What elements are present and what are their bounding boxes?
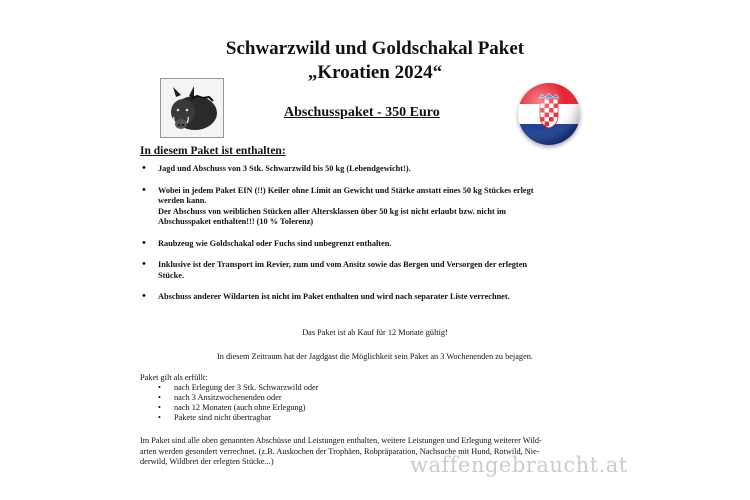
list-item xyxy=(140,260,600,281)
item-line: werden kann. xyxy=(158,196,207,205)
fulfilled-block xyxy=(140,373,318,423)
watermark: waffengebraucht.at xyxy=(410,453,628,477)
list-item xyxy=(140,186,600,228)
croatia-flag-icon xyxy=(518,83,580,145)
list-item: • nach 12 Monaten (auch ohne Erlegung) xyxy=(158,403,318,413)
list-item xyxy=(140,292,600,303)
item-line: Wobei in jedem Paket EIN (!!) Keiler ohne Limit an Gewicht und Stärke anstatt eines 50 kg Stückes erlegt xyxy=(158,185,534,195)
footer-line: arten werden gesondert verrechnet. (z.B. Auskochen der Trophäen, Rohpräparation, Nachsuche mit Hund, Rotwild, Nie- xyxy=(140,446,540,456)
page-title-line2: „Kroatien 2024“ xyxy=(307,62,443,83)
item-line: Stücke. xyxy=(158,270,185,280)
package-subtitle: Abschusspaket - 350 Euro xyxy=(284,105,440,120)
footer-line: derwild, Wildbret der erlegten Stücke...) xyxy=(140,457,274,466)
item-line: Abschusspaket enthalten!!! (10 % Tolerenz) xyxy=(158,217,314,226)
item-line: Jagd und Abschuss von 3 Stk. Schwarzwild bis 50 kg (Lebendgewicht!). xyxy=(158,164,411,173)
validity-note: Das Paket ist ab Kauf für 12 Monate gültig! xyxy=(302,328,448,337)
period-note: In diesem Zeitraum hat der Jagdgast die Möglichkeit sein Paket an 3 Wochenenden zu bejagen. xyxy=(217,352,533,361)
list-item: • nach 3 Ansitzwochenenden oder xyxy=(158,393,318,403)
list-item xyxy=(140,239,600,250)
page-title: Schwarzwild und Goldschakal Paket xyxy=(225,38,525,59)
included-heading: In diesem Paket ist enthalten: xyxy=(140,145,286,157)
footer-line: Im Paket sind alle oben genannten Abschüsse und Leistungen enthalten, weitere Leistungen und Erlegung weiterer Wild- xyxy=(140,436,542,445)
wild-boar-icon xyxy=(160,78,224,138)
item-line: Raubzeug wie Goldschakal oder Fuchs sind unbegrenzt enthalten. xyxy=(158,238,392,248)
list-item: • Pakete sind nicht übertragbar xyxy=(158,413,318,423)
item-line: Abschuss anderer Wildarten ist nicht im Paket enthalten und wird nach separater Liste verrechnet. xyxy=(158,292,510,301)
item-line: Inklusive ist der Transport im Revier, zum und vom Ansitz sowie das Bergen und Versorgen der erlegten xyxy=(158,260,527,269)
item-line: Der Abschuss von weiblichen Stücken aller Altersklassen über 50 kg ist nicht erlaubt bzw. nicht im xyxy=(158,206,507,216)
fulfilled-list xyxy=(140,383,318,423)
list-item: • nach Erlegung der 3 Stk. Schwarzwild oder xyxy=(158,383,318,393)
list-item xyxy=(140,164,600,175)
included-list xyxy=(140,164,600,314)
fulfilled-heading: Paket gilt als erfüllt: xyxy=(140,373,208,382)
